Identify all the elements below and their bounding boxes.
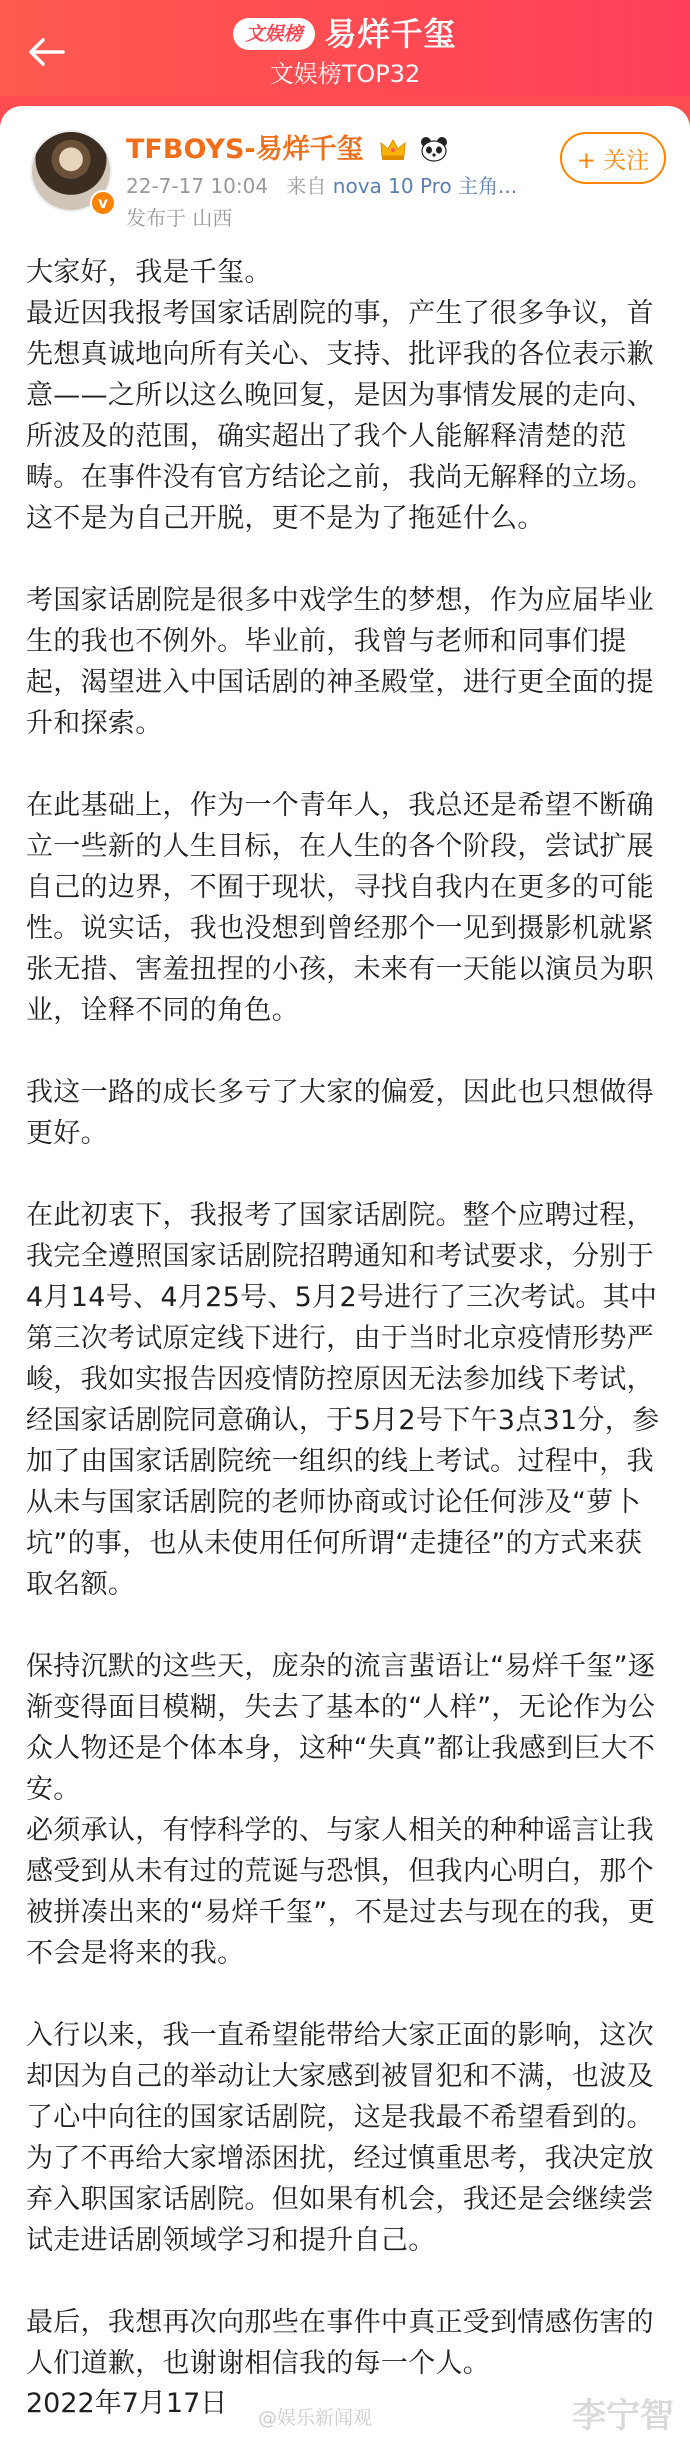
title-row	[0, 14, 690, 54]
verified-badge-icon: v	[90, 190, 116, 216]
post-paragraph: 在此初衷下，我报考了国家话剧院。整个应聘过程，我完全遵照国家话剧院招聘通知和考试要求，分别于4月14号、4月25号、5月2号进行了三次考试。其中第三次考试原定线下进行，由于当时北京疫情形势严峻，我如实报告因疫情防控原因无法参加线下考试，经国家话剧院同意确认，于5月2号下午3点31分，参加了由国家话剧院统一组织的线上考试。过程中，我从未与国家话剧院的老师协商或讨论任何涉及“萝卜坑”的事，也从未使用任何所谓“走捷径”的方式来获取名额。	[26, 1200, 660, 1600]
page-title: 易烊千玺	[324, 15, 457, 53]
post-timestamp: 22-7-17 10:04	[126, 174, 269, 198]
page-subtitle[interactable]: 文娱榜TOP32	[269, 60, 421, 88]
post-paragraph: 为了不再给大家增添困扰，经过慎重思考，我决定放弃入职国家话剧院。但如果有机会，我还是会继续尝试走进话剧领域学习和提升自己。	[26, 2143, 654, 2256]
panda-icon	[420, 136, 448, 162]
post-paragraph: 入行以来，我一直希望能带给大家正面的影响，这次却因为自己的举动让大家感到被冒犯和不满，也波及了心中向往的国家话剧院，这是我最不希望看到的。	[26, 2020, 654, 2133]
post-paragraph: 大家好，我是千玺。	[26, 257, 272, 288]
post-paragraph: 在此基础上，作为一个青年人，我总还是希望不断确立一些新的人生目标，在人生的各个阶段，尝试扩展自己的边界，不囿于现状，寻找自我内在更多的可能性。说实话，我也没想到曾经那个一见到摄影机就紧张无措、害羞扭捏的小孩，未来有一天能以演员为职业，诠释不同的角色。	[26, 790, 654, 1026]
post-paragraph: 我这一路的成长多亏了大家的偏爱，因此也只想做得更好。	[26, 1077, 654, 1149]
post-paragraph: 最近因我报考国家话剧院的事，产生了很多争议，首先想真诚地向所有关心、支持、批评我的各位表示歉意——之所以这么晚回复，是因为事情发展的走向、所波及的范围，确实超出了我个人能解释清楚的范畴。在事件没有官方结论之前，我尚无解释的立场。这不是为自己开脱，更不是为了拖延什么。	[26, 298, 654, 534]
username-text[interactable]: TFBOYS-易烊千玺	[126, 134, 364, 165]
follow-button[interactable]: + 关注	[560, 132, 666, 184]
post-source-device[interactable]: nova 10 Pro 主角...	[332, 174, 518, 198]
post-paragraph: 保持沉默的这些天，庞杂的流言蜚语让“易烊千玺”逐渐变得面目模糊，失去了基本的“人样”，无论作为公众人物还是个体本身，这种“失真”都让我感到巨大不安。	[26, 1651, 656, 1805]
crown-icon	[379, 137, 407, 161]
post-source	[286, 174, 517, 198]
post-date: 2022年7月17日	[26, 2388, 228, 2419]
post-meta	[126, 172, 517, 200]
username[interactable]	[126, 132, 448, 168]
top-bar	[0, 0, 690, 106]
rank-badge[interactable]: 文娱榜	[233, 18, 314, 50]
post-location: 发布于 山西	[126, 206, 233, 230]
post-paragraph: 最后，我想再次向那些在事件中真正受到情感伤害的人们道歉，也谢谢相信我的每一个人。	[26, 2307, 654, 2379]
post-paragraph: 必须承认，有悖科学的、与家人相关的种种谣言让我感受到从未有过的荒诞与恐惧，但我内心明白，那个被拼凑出来的“易烊千玺”，不是过去与现在的我，更不会是将来的我。	[26, 1815, 656, 1969]
post-paragraph: 考国家话剧院是很多中戏学生的梦想，作为应届毕业生的我也不例外。毕业前，我曾与老师和同事们提起，渴望进入中国话剧的神圣殿堂，进行更全面的提升和探索。	[26, 585, 654, 739]
signature-watermark: 李宁智	[572, 2396, 674, 2436]
watermark: @娱乐新闻观	[258, 2407, 373, 2429]
post-source-prefix: 来自	[286, 174, 327, 198]
post-body	[26, 252, 666, 2384]
